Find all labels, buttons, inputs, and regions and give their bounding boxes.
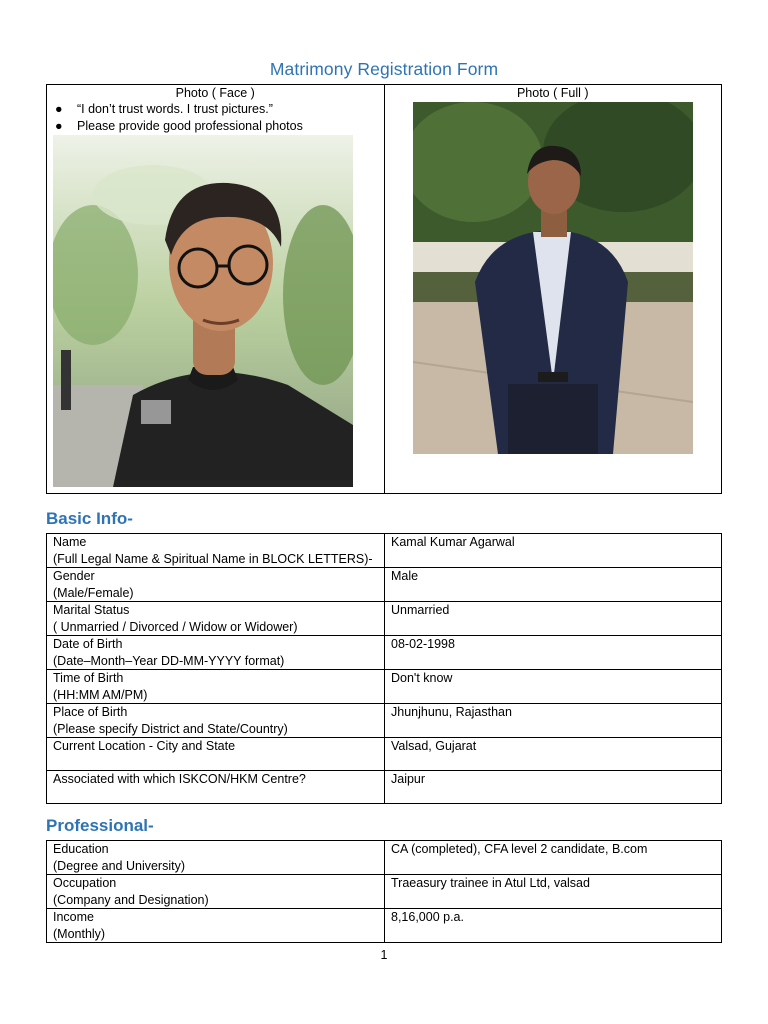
row-sublabel: (Full Legal Name & Spiritual Name in BLOCK LETTERS)- — [53, 551, 373, 566]
row-label-cell — [47, 875, 385, 909]
page-title: Matrimony Registration Form — [269, 59, 499, 79]
row-label-cell — [47, 738, 385, 771]
row-sublabel: (Degree and University) — [53, 858, 185, 873]
row-label-cell — [47, 602, 385, 636]
page-number: 1 — [380, 948, 388, 962]
row-value: Kamal Kumar Agarwal — [385, 534, 722, 568]
row-value: Valsad, Gujarat — [385, 738, 722, 771]
table-row — [47, 738, 722, 771]
row-label: Date of Birth — [53, 637, 123, 651]
table-row — [47, 841, 722, 875]
row-label-cell — [47, 636, 385, 670]
photo-full-heading: Photo ( Full ) — [516, 86, 589, 100]
photo-note-text: “I don’t trust words. I trust pictures.” — [77, 102, 273, 116]
row-label-cell — [47, 841, 385, 875]
table-row — [47, 909, 722, 943]
table-row — [47, 875, 722, 909]
photo-notes — [47, 101, 384, 135]
row-sublabel: ( Unmarried / Divorced / Widow or Widower) — [53, 619, 298, 634]
basic-info-table — [46, 533, 722, 804]
row-label: Income — [53, 910, 94, 924]
table-row — [47, 636, 722, 670]
basic-info-heading: Basic Info- — [46, 509, 133, 528]
row-value: Don't know — [385, 670, 722, 704]
row-value: Male — [385, 568, 722, 602]
table-row — [47, 670, 722, 704]
table-row — [47, 704, 722, 738]
row-sublabel: (Monthly) — [53, 926, 106, 941]
list-item — [53, 118, 384, 135]
row-label: Gender — [53, 569, 95, 583]
photo-full-cell — [384, 85, 722, 494]
row-label: Place of Birth — [53, 705, 128, 719]
row-sublabel: (Date–Month–Year DD-MM-YYYY format) — [53, 653, 285, 668]
row-label: Name — [53, 535, 87, 549]
row-sublabel: (Company and Designation) — [53, 892, 209, 907]
photo-note-text: Please provide good professional photos — [77, 119, 303, 133]
row-label-cell — [47, 670, 385, 704]
photo-face-heading: Photo ( Face ) — [175, 86, 255, 100]
professional-heading: Professional- — [46, 816, 154, 835]
row-label: Current Location - City and State — [53, 739, 236, 753]
full-photo — [413, 102, 693, 454]
photo-face-cell — [47, 85, 385, 494]
table-row — [47, 568, 722, 602]
row-label: Education — [53, 842, 109, 856]
row-label: Marital Status — [53, 603, 130, 617]
row-label: Time of Birth — [53, 671, 124, 685]
row-label: Associated with which ISKCON/HKM Centre? — [53, 772, 306, 786]
table-row — [47, 771, 722, 804]
row-value: Traeasury trainee in Atul Ltd, valsad — [385, 875, 722, 909]
professional-table — [46, 840, 722, 943]
row-value: Jhunjhunu, Rajasthan — [385, 704, 722, 738]
table-row — [47, 602, 722, 636]
row-label-cell — [47, 909, 385, 943]
row-label: Occupation — [53, 876, 117, 890]
row-value: Jaipur — [385, 771, 722, 804]
photo-table — [46, 84, 722, 494]
bullet-icon: ● — [55, 102, 63, 116]
row-label-cell — [47, 771, 385, 804]
row-value: CA (completed), CFA level 2 candidate, B.com — [385, 841, 722, 875]
bullet-icon: ● — [55, 119, 63, 133]
face-photo — [53, 135, 353, 487]
table-row — [47, 534, 722, 568]
row-value: 08-02-1998 — [385, 636, 722, 670]
row-sublabel: (Please specify District and State/Country) — [53, 721, 288, 736]
row-label-cell — [47, 704, 385, 738]
row-sublabel: (HH:MM AM/PM) — [53, 687, 148, 702]
row-sublabel: (Male/Female) — [53, 585, 134, 600]
row-label-cell — [47, 534, 385, 568]
row-value: Unmarried — [385, 602, 722, 636]
row-label-cell — [47, 568, 385, 602]
row-value: 8,16,000 p.a. — [385, 909, 722, 943]
list-item — [53, 101, 384, 118]
